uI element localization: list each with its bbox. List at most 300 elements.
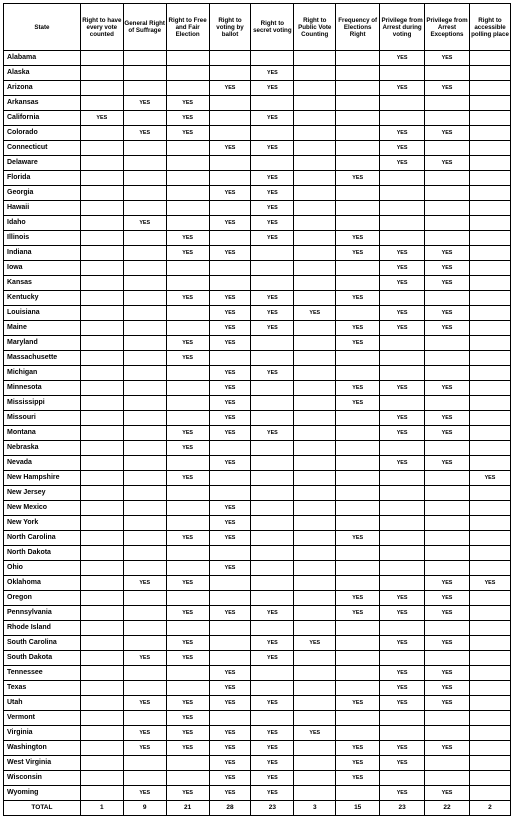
right-cell (209, 576, 251, 591)
right-cell: YES (251, 741, 294, 756)
table-row (4, 726, 511, 741)
right-cell (469, 96, 510, 111)
right-cell (294, 786, 336, 801)
right-cell: YES (166, 231, 209, 246)
state-name-cell: Illinois (4, 231, 81, 246)
right-cell (123, 531, 166, 546)
right-cell (251, 156, 294, 171)
right-cell: YES (336, 531, 380, 546)
right-cell (166, 771, 209, 786)
right-cell (166, 306, 209, 321)
table-row (4, 141, 511, 156)
right-cell (336, 51, 380, 66)
right-cell (294, 516, 336, 531)
voting-rights-table (3, 3, 511, 816)
right-cell (336, 726, 380, 741)
table-row (4, 516, 511, 531)
right-cell: YES (209, 681, 251, 696)
right-cell (80, 171, 123, 186)
right-cell: YES (425, 681, 470, 696)
right-cell (251, 531, 294, 546)
right-cell: YES (209, 426, 251, 441)
column-header-election-frequency: Frequency of Elections Right (336, 4, 380, 51)
right-cell (209, 651, 251, 666)
state-name-cell: Wyoming (4, 786, 81, 801)
right-cell (166, 486, 209, 501)
right-cell (294, 771, 336, 786)
right-cell (251, 96, 294, 111)
right-cell (294, 486, 336, 501)
right-cell (425, 771, 470, 786)
right-cell (166, 81, 209, 96)
right-cell (294, 501, 336, 516)
state-name-cell: Montana (4, 426, 81, 441)
right-cell (123, 756, 166, 771)
right-cell (469, 786, 510, 801)
right-cell (166, 516, 209, 531)
right-cell: YES (380, 381, 425, 396)
right-cell: YES (469, 471, 510, 486)
right-cell (469, 321, 510, 336)
right-cell (425, 516, 470, 531)
right-cell: YES (166, 726, 209, 741)
right-cell (294, 576, 336, 591)
right-cell: YES (380, 261, 425, 276)
right-cell (425, 621, 470, 636)
state-name-cell: Louisiana (4, 306, 81, 321)
right-cell (166, 546, 209, 561)
right-cell (469, 561, 510, 576)
right-cell (166, 621, 209, 636)
right-cell (336, 501, 380, 516)
state-name-cell: Oregon (4, 591, 81, 606)
right-cell (80, 426, 123, 441)
right-cell: YES (123, 786, 166, 801)
right-cell (294, 681, 336, 696)
right-cell: YES (209, 186, 251, 201)
right-cell (336, 66, 380, 81)
state-name-cell: Mississippi (4, 396, 81, 411)
right-cell (294, 696, 336, 711)
right-cell: YES (380, 411, 425, 426)
right-cell (80, 306, 123, 321)
right-cell (209, 351, 251, 366)
right-cell: YES (469, 576, 510, 591)
right-cell (469, 396, 510, 411)
right-cell: YES (380, 741, 425, 756)
table-row (4, 66, 511, 81)
right-cell: YES (166, 246, 209, 261)
table-row (4, 426, 511, 441)
right-cell (123, 441, 166, 456)
right-cell (166, 591, 209, 606)
table-row (4, 81, 511, 96)
table-row (4, 486, 511, 501)
right-cell: YES (425, 696, 470, 711)
right-cell (294, 381, 336, 396)
right-cell (123, 591, 166, 606)
right-cell: YES (209, 396, 251, 411)
right-cell (380, 336, 425, 351)
right-cell: YES (425, 276, 470, 291)
right-cell (469, 81, 510, 96)
right-cell (251, 381, 294, 396)
right-cell: YES (166, 606, 209, 621)
right-cell: YES (123, 96, 166, 111)
right-cell: YES (251, 696, 294, 711)
right-cell (251, 621, 294, 636)
right-cell (425, 756, 470, 771)
right-cell (166, 681, 209, 696)
table-row (4, 201, 511, 216)
right-cell (209, 441, 251, 456)
right-cell (380, 441, 425, 456)
right-cell (123, 246, 166, 261)
right-cell (123, 666, 166, 681)
right-cell (294, 606, 336, 621)
right-cell (80, 786, 123, 801)
right-cell (336, 276, 380, 291)
right-cell (469, 501, 510, 516)
right-cell (294, 456, 336, 471)
table-row (4, 666, 511, 681)
voting-rights-table-container (3, 3, 511, 816)
right-cell (336, 486, 380, 501)
column-header-ballot-voting: Right to voting by ballot (209, 4, 251, 51)
right-cell: YES (425, 456, 470, 471)
state-name-cell: Arkansas (4, 96, 81, 111)
right-cell: YES (425, 606, 470, 621)
state-name-cell: Tennessee (4, 666, 81, 681)
right-cell (251, 666, 294, 681)
right-cell (209, 96, 251, 111)
right-cell (425, 561, 470, 576)
right-cell: YES (251, 231, 294, 246)
state-name-cell: South Carolina (4, 636, 81, 651)
right-cell (469, 621, 510, 636)
right-cell: YES (209, 216, 251, 231)
right-cell (123, 516, 166, 531)
right-cell: YES (380, 786, 425, 801)
right-cell (80, 321, 123, 336)
right-cell: YES (294, 726, 336, 741)
right-cell (80, 681, 123, 696)
right-cell (80, 246, 123, 261)
table-row (4, 456, 511, 471)
right-cell (251, 456, 294, 471)
right-cell (380, 531, 425, 546)
right-cell (123, 51, 166, 66)
right-cell (251, 681, 294, 696)
state-name-cell: Oklahoma (4, 576, 81, 591)
right-cell (336, 216, 380, 231)
right-cell (80, 531, 123, 546)
right-cell (336, 711, 380, 726)
right-cell (166, 216, 209, 231)
table-row (4, 771, 511, 786)
right-cell (336, 426, 380, 441)
right-cell (469, 441, 510, 456)
right-cell: YES (251, 726, 294, 741)
right-cell (469, 366, 510, 381)
right-cell (380, 351, 425, 366)
right-cell (294, 111, 336, 126)
right-cell: YES (209, 366, 251, 381)
right-cell: YES (380, 591, 425, 606)
right-cell: YES (251, 606, 294, 621)
right-cell (251, 336, 294, 351)
right-cell: YES (166, 441, 209, 456)
right-cell: YES (209, 756, 251, 771)
right-cell: YES (166, 636, 209, 651)
right-cell (380, 216, 425, 231)
right-cell (336, 111, 380, 126)
table-row (4, 471, 511, 486)
right-cell (80, 366, 123, 381)
right-cell (380, 711, 425, 726)
right-cell (80, 606, 123, 621)
right-cell (380, 201, 425, 216)
right-cell (336, 636, 380, 651)
right-cell (294, 351, 336, 366)
right-cell (469, 171, 510, 186)
right-cell (469, 771, 510, 786)
right-cell (294, 666, 336, 681)
total-cell: 2 (469, 801, 510, 816)
right-cell: YES (209, 501, 251, 516)
right-cell (380, 771, 425, 786)
right-cell: YES (425, 306, 470, 321)
right-cell (80, 441, 123, 456)
right-cell (294, 336, 336, 351)
right-cell (209, 261, 251, 276)
right-cell: YES (336, 336, 380, 351)
state-name-cell: Idaho (4, 216, 81, 231)
right-cell (380, 171, 425, 186)
state-name-cell: Kentucky (4, 291, 81, 306)
right-cell (294, 96, 336, 111)
right-cell: YES (425, 576, 470, 591)
right-cell (294, 171, 336, 186)
right-cell (469, 591, 510, 606)
right-cell (123, 321, 166, 336)
right-cell (380, 66, 425, 81)
right-cell (251, 591, 294, 606)
right-cell (294, 411, 336, 426)
right-cell: YES (209, 531, 251, 546)
table-row (4, 786, 511, 801)
right-cell: YES (380, 156, 425, 171)
right-cell (336, 561, 380, 576)
right-cell: YES (251, 771, 294, 786)
right-cell: YES (380, 456, 425, 471)
right-cell (251, 276, 294, 291)
right-cell: YES (209, 726, 251, 741)
state-name-cell: North Carolina (4, 531, 81, 546)
right-cell (209, 621, 251, 636)
right-cell (123, 426, 166, 441)
right-cell (425, 531, 470, 546)
right-cell (209, 591, 251, 606)
state-name-cell: Rhode Island (4, 621, 81, 636)
column-header-accessible-polling: Right to accessible polling place (469, 4, 510, 51)
right-cell: YES (380, 246, 425, 261)
right-cell (336, 261, 380, 276)
table-row (4, 501, 511, 516)
right-cell (294, 591, 336, 606)
right-cell: YES (209, 246, 251, 261)
state-name-cell: Nebraska (4, 441, 81, 456)
totals-label: TOTAL (4, 801, 81, 816)
right-cell (294, 141, 336, 156)
right-cell (336, 786, 380, 801)
right-cell (425, 441, 470, 456)
right-cell (336, 366, 380, 381)
right-cell (80, 651, 123, 666)
right-cell (80, 516, 123, 531)
right-cell: YES (209, 141, 251, 156)
right-cell: YES (251, 366, 294, 381)
table-row (4, 96, 511, 111)
right-cell: YES (209, 381, 251, 396)
right-cell (294, 321, 336, 336)
right-cell (251, 261, 294, 276)
table-row (4, 531, 511, 546)
right-cell: YES (336, 171, 380, 186)
right-cell: YES (209, 291, 251, 306)
state-name-cell: Maine (4, 321, 81, 336)
state-name-cell: Hawaii (4, 201, 81, 216)
right-cell (380, 366, 425, 381)
total-cell: 23 (251, 801, 294, 816)
right-cell (336, 456, 380, 471)
right-cell (123, 291, 166, 306)
total-cell: 22 (425, 801, 470, 816)
right-cell (425, 201, 470, 216)
right-cell: YES (380, 606, 425, 621)
right-cell (251, 711, 294, 726)
right-cell (123, 336, 166, 351)
right-cell: YES (209, 336, 251, 351)
column-header-state: State (4, 4, 81, 51)
right-cell (166, 756, 209, 771)
right-cell: YES (251, 756, 294, 771)
right-cell: YES (166, 351, 209, 366)
right-cell: YES (380, 276, 425, 291)
right-cell (251, 576, 294, 591)
right-cell (80, 186, 123, 201)
right-cell (469, 291, 510, 306)
right-cell (469, 516, 510, 531)
right-cell (251, 411, 294, 426)
total-cell: 28 (209, 801, 251, 816)
right-cell (425, 96, 470, 111)
table-row (4, 696, 511, 711)
right-cell: YES (336, 741, 380, 756)
right-cell: YES (251, 111, 294, 126)
total-cell: 21 (166, 801, 209, 816)
right-cell (251, 246, 294, 261)
right-cell: YES (166, 336, 209, 351)
right-cell: YES (425, 321, 470, 336)
right-cell: YES (166, 711, 209, 726)
right-cell (123, 111, 166, 126)
right-cell (123, 261, 166, 276)
right-cell (166, 171, 209, 186)
state-name-cell: Indiana (4, 246, 81, 261)
right-cell: YES (209, 321, 251, 336)
state-name-cell: Maryland (4, 336, 81, 351)
table-row (4, 186, 511, 201)
right-cell: YES (209, 516, 251, 531)
total-cell: 1 (80, 801, 123, 816)
right-cell (251, 516, 294, 531)
right-cell: YES (166, 531, 209, 546)
right-cell (209, 486, 251, 501)
right-cell (294, 396, 336, 411)
right-cell (251, 441, 294, 456)
right-cell: YES (251, 141, 294, 156)
right-cell (166, 411, 209, 426)
right-cell: YES (251, 81, 294, 96)
right-cell (294, 561, 336, 576)
state-name-cell: Virginia (4, 726, 81, 741)
right-cell: YES (80, 111, 123, 126)
right-cell (380, 576, 425, 591)
right-cell (80, 156, 123, 171)
right-cell (80, 351, 123, 366)
right-cell (123, 456, 166, 471)
right-cell (251, 126, 294, 141)
right-cell: YES (380, 141, 425, 156)
right-cell (123, 606, 166, 621)
column-header-free-fair-election: Right to Free and Fair Election (166, 4, 209, 51)
right-cell (469, 156, 510, 171)
right-cell: YES (425, 261, 470, 276)
right-cell (166, 141, 209, 156)
right-cell (380, 486, 425, 501)
right-cell (469, 666, 510, 681)
state-name-cell: West Virginia (4, 756, 81, 771)
right-cell (123, 546, 166, 561)
right-cell: YES (209, 786, 251, 801)
right-cell (469, 216, 510, 231)
right-cell: YES (123, 726, 166, 741)
right-cell: YES (166, 291, 209, 306)
right-cell: YES (209, 606, 251, 621)
right-cell (336, 126, 380, 141)
right-cell (123, 471, 166, 486)
right-cell: YES (425, 246, 470, 261)
right-cell (425, 711, 470, 726)
right-cell (123, 561, 166, 576)
right-cell: YES (209, 456, 251, 471)
right-cell (251, 486, 294, 501)
right-cell (166, 51, 209, 66)
right-cell (294, 66, 336, 81)
total-cell: 3 (294, 801, 336, 816)
right-cell (80, 66, 123, 81)
right-cell (336, 186, 380, 201)
right-cell (294, 51, 336, 66)
right-cell: YES (425, 156, 470, 171)
table-row (4, 561, 511, 576)
right-cell (166, 666, 209, 681)
right-cell (80, 486, 123, 501)
right-cell (294, 441, 336, 456)
right-cell (469, 276, 510, 291)
right-cell (209, 201, 251, 216)
